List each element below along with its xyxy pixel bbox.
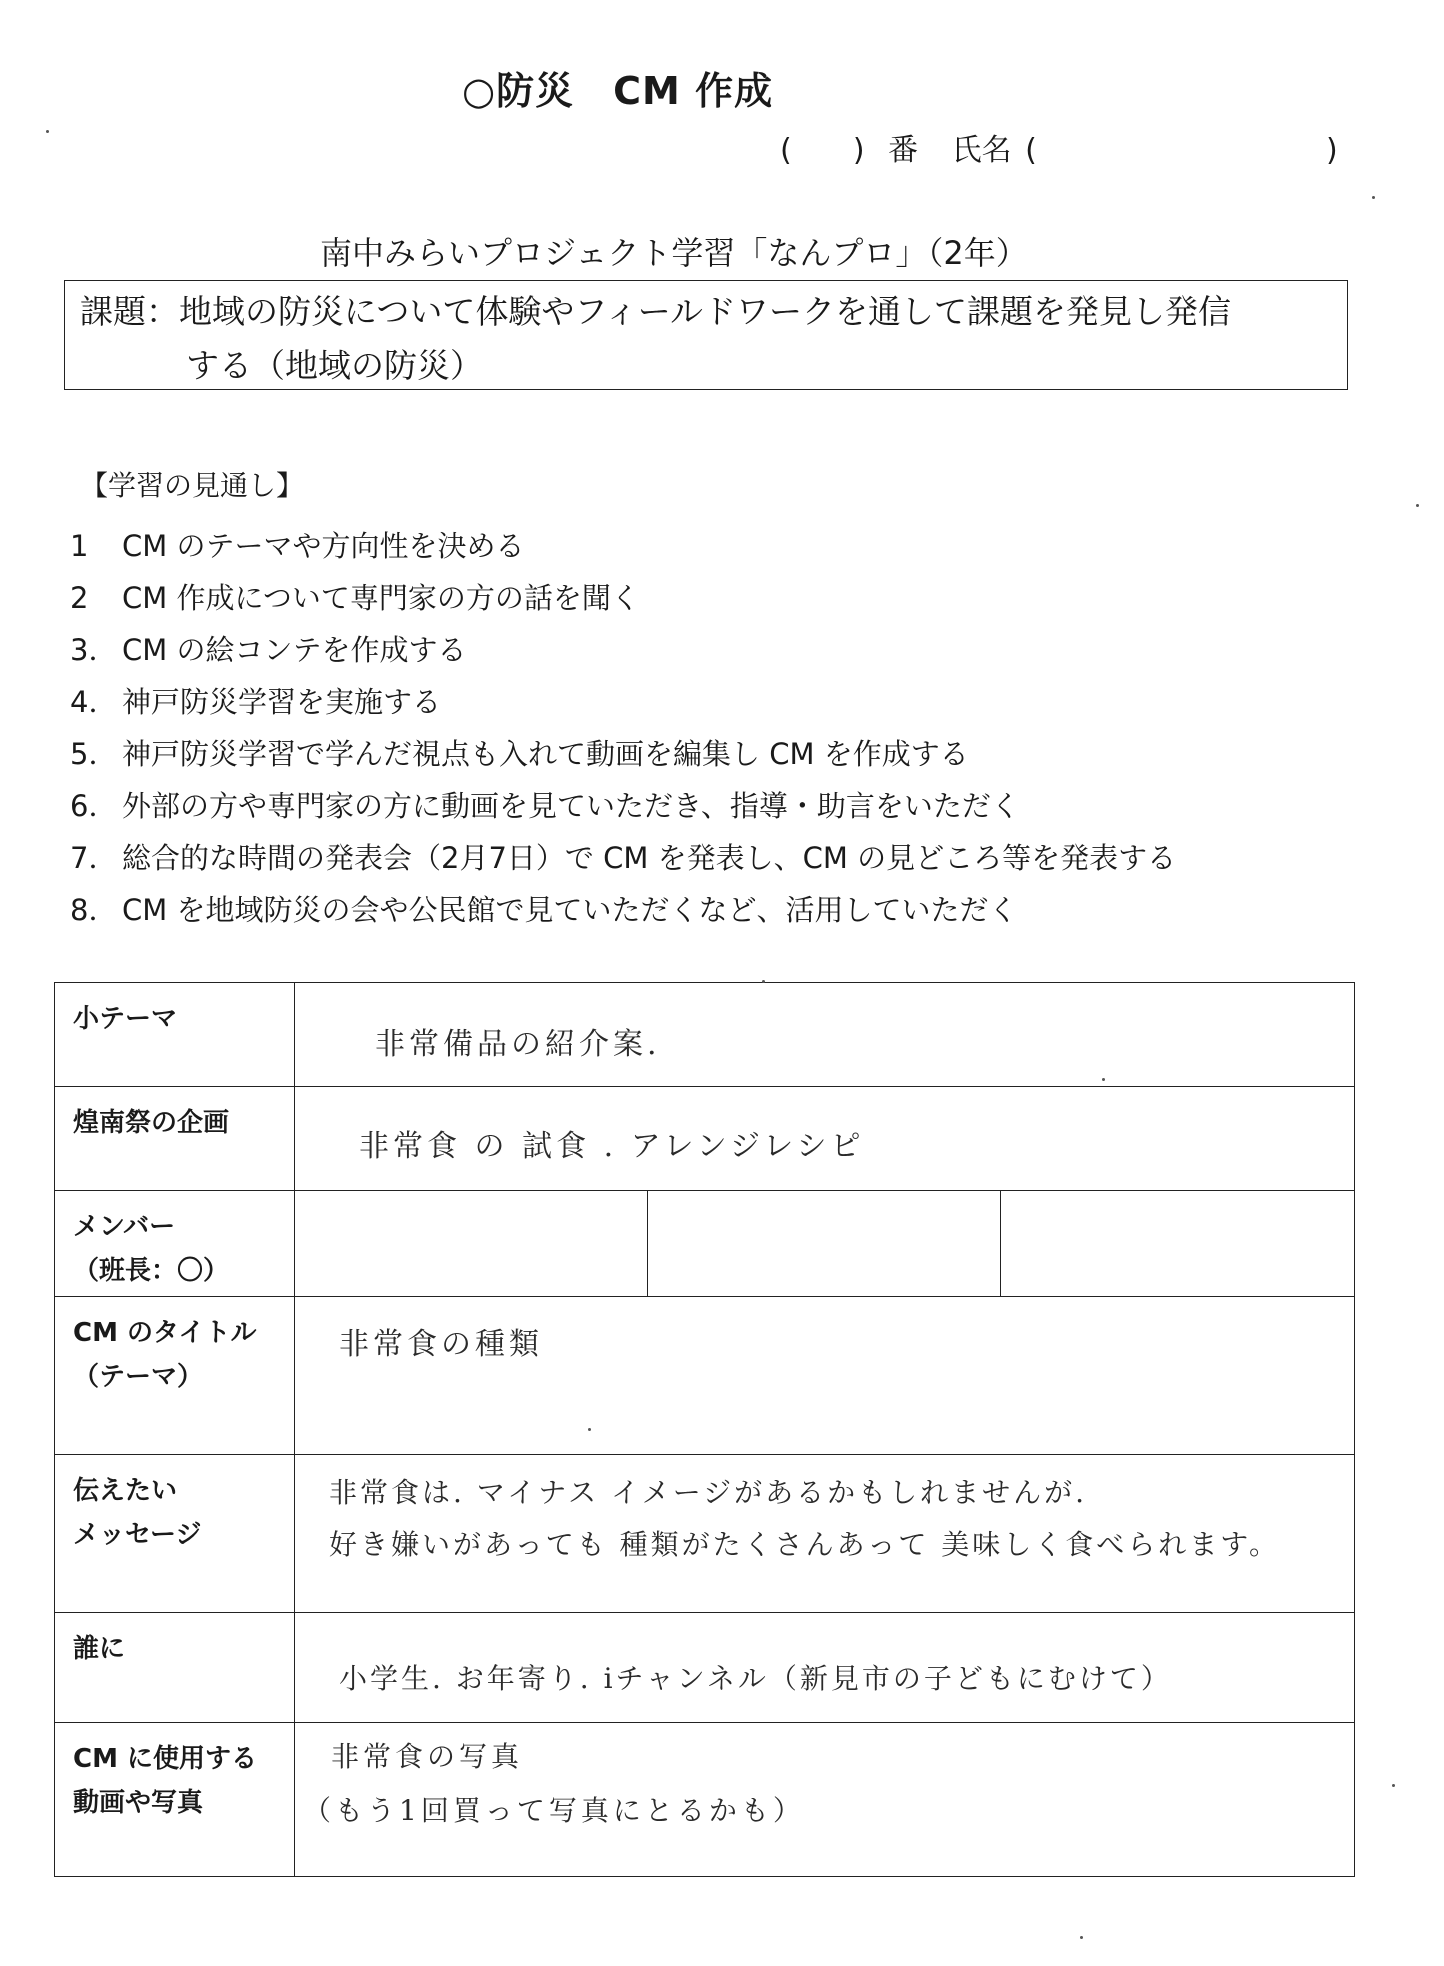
table-row <box>55 1723 1355 1877</box>
plan-heading: 【学習の見通し】 <box>80 469 305 502</box>
plan-item <box>70 780 1176 832</box>
number-close-paren: ) <box>852 133 865 168</box>
media-label-line1: CM に使用する <box>73 1744 258 1774</box>
task-text-line2: する（地域の防災） <box>186 346 483 385</box>
plan-item <box>70 728 1176 780</box>
scan-speck <box>1080 1936 1083 1939</box>
members-label <box>55 1191 295 1297</box>
table-row <box>55 983 1355 1087</box>
sub-theme-label: 小テーマ <box>55 983 295 1087</box>
student-info-line <box>780 125 1338 169</box>
plan-item-number: 8． <box>70 893 118 927</box>
plan-item <box>70 832 1176 884</box>
task-text-line1: 課題：地域の防災について体験やフィールドワークを通して課題を発見し発信 <box>80 292 1232 331</box>
cm-title-value: 非常食の種類 <box>339 1327 543 1362</box>
number-label: 番 <box>888 133 919 168</box>
members-label-line1: メンバー <box>73 1212 176 1242</box>
festival-plan-cell[interactable] <box>295 1087 1355 1191</box>
table-row <box>55 1191 1355 1297</box>
cm-title-label <box>55 1297 295 1455</box>
message-label-line2: メッセージ <box>73 1520 202 1550</box>
name-close-paren: ) <box>1325 133 1338 168</box>
table-row <box>55 1087 1355 1191</box>
page-title: ○防災 CM 作成 <box>462 69 774 113</box>
table-row <box>55 1455 1355 1613</box>
scan-speck <box>762 980 765 983</box>
audience-label: 誰に <box>55 1613 295 1723</box>
planning-sheet-table <box>54 982 1355 1877</box>
plan-item-text: 総合的な時間の発表会（2月7日）で CM を発表し、CM の見どころ等を発表する <box>122 841 1177 875</box>
plan-list <box>70 520 1176 936</box>
plan-item <box>70 624 1176 676</box>
media-label <box>55 1723 295 1877</box>
festival-plan-label: 煌南祭の企画 <box>55 1087 295 1191</box>
scan-speck <box>1372 196 1375 199</box>
plan-item-text: CM のテーマや方向性を決める <box>122 529 525 563</box>
plan-item <box>70 884 1176 936</box>
project-subtitle: 南中みらいプロジェクト学習「なんプロ」（2年） <box>320 234 1028 272</box>
plan-item-text: CM 作成について専門家の方の話を聞く <box>122 581 640 615</box>
scan-speck <box>1416 504 1419 507</box>
scan-speck <box>1102 1078 1105 1081</box>
message-value-line1: 非常食は. マイナス イメージがあるかもしれませんが. <box>329 1476 1088 1509</box>
media-label-line2: 動画や写真 <box>73 1788 204 1818</box>
sub-theme-cell[interactable] <box>295 983 1355 1087</box>
festival-plan-value: 非常食 の 試食 . アレンジレシピ <box>359 1129 865 1164</box>
scan-speck <box>46 130 49 133</box>
plan-item-text: CM の絵コンテを作成する <box>122 633 467 667</box>
message-value-line2: 好き嫌いがあっても 種類がたくさんあって 美味しく食べられます。 <box>329 1528 1281 1561</box>
message-label <box>55 1455 295 1613</box>
plan-item <box>70 572 1176 624</box>
message-cell[interactable] <box>295 1455 1355 1613</box>
media-value-line1: 非常食の写真 <box>331 1740 524 1773</box>
audience-cell[interactable] <box>295 1613 1355 1723</box>
media-value-line2: （もう1回買って写真にとるかも） <box>303 1794 805 1827</box>
plan-item-text: 外部の方や専門家の方に動画を見ていただき、指導・助言をいただく <box>122 789 1020 823</box>
plan-item-number: 6． <box>70 789 118 823</box>
plan-item-number: 3． <box>70 633 118 667</box>
members-label-line2: （班長：〇） <box>73 1256 230 1286</box>
cm-title-label-line2: （テーマ） <box>73 1362 204 1392</box>
scan-speck <box>1392 1784 1395 1787</box>
number-open-paren: ( <box>780 133 792 168</box>
cm-title-cell[interactable] <box>295 1297 1355 1455</box>
table-row <box>55 1297 1355 1455</box>
plan-item-number: 4． <box>70 685 118 719</box>
plan-item-text: CM を地域防災の会や公民館で見ていただくなど、活用していただく <box>122 893 1018 927</box>
media-cell[interactable] <box>295 1723 1355 1877</box>
plan-item-number: 1 <box>70 529 89 563</box>
message-label-line1: 伝えたい <box>73 1476 178 1506</box>
plan-item <box>70 676 1176 728</box>
table-row <box>55 1613 1355 1723</box>
member-cell-1[interactable] <box>295 1191 648 1297</box>
plan-item-text: 神戸防災学習を実施する <box>122 685 442 719</box>
name-open-paren: ( <box>1025 133 1037 168</box>
plan-item <box>70 520 1176 572</box>
plan-item-number: 5． <box>70 737 118 771</box>
plan-item-text: 神戸防災学習で学んだ視点も入れて動画を編集し CM を作成する <box>122 737 969 771</box>
audience-value: 小学生. お年寄り. iチャンネル（新見市の子どもにむけて） <box>339 1662 1172 1695</box>
scan-speck <box>588 1428 591 1431</box>
plan-item-number: 7． <box>70 841 118 875</box>
name-label: 氏名 <box>951 133 1012 168</box>
member-cell-2[interactable] <box>648 1191 1001 1297</box>
member-cell-3[interactable] <box>1001 1191 1355 1297</box>
plan-item-number: 2 <box>70 581 89 615</box>
sub-theme-value: 非常備品の紹介案. <box>375 1027 661 1062</box>
cm-title-label-line1: CM のタイトル <box>73 1318 257 1348</box>
